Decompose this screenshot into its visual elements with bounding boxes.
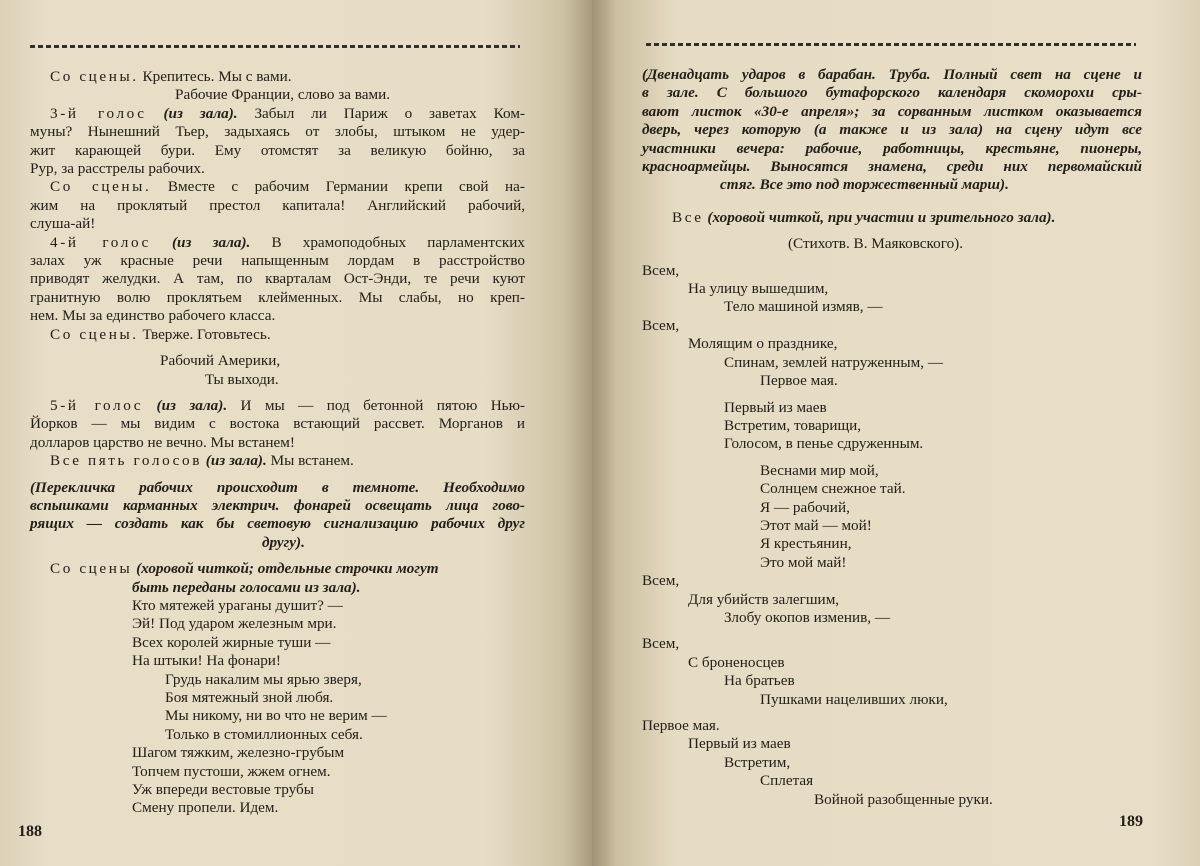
text-line [642, 791, 1142, 809]
line-text: Боя мятежный зной любя. [165, 689, 334, 706]
left-text-column [30, 68, 525, 818]
text-line [30, 68, 525, 86]
speaker-name: 5-й голос [50, 396, 144, 414]
text-line [30, 671, 525, 689]
line-text: Йорков — мы видим с востока встающий рассвет. Морганов и [30, 415, 525, 433]
line-text: Это мой май! [760, 553, 847, 571]
text-line [30, 652, 525, 670]
text-line [642, 717, 1142, 735]
line-text: Злобу окопов изменив, — [724, 608, 891, 626]
text-line [30, 105, 525, 123]
page-number-right: 189 [1119, 813, 1143, 830]
text-line [30, 560, 525, 578]
text-line [30, 215, 525, 233]
line-spacer [30, 552, 525, 560]
line-spacer [642, 454, 1142, 462]
text-line [30, 763, 525, 781]
line-text: Всем, [642, 316, 680, 334]
line-text: залах уж красные речи напыщенным лордам в расстройство [30, 252, 525, 270]
stage-direction: (хоровой читкой, при участии и зрительного зала). [703, 208, 1056, 226]
text-line [642, 66, 1142, 84]
stage-direction: (Двенадцать ударов в барабан. Труба. Полный свет на сцене и [642, 66, 1142, 83]
text-line [642, 280, 1142, 298]
line-text: Эй! Под ударом железным мри. [132, 615, 337, 633]
text-line [30, 726, 525, 744]
line-text: На братьев [724, 672, 795, 690]
text-line [30, 597, 525, 615]
text-line [642, 354, 1142, 372]
line-text: слуша-ай! [30, 215, 96, 233]
text-line [30, 326, 525, 344]
line-text: На штыки! На фонари! [132, 652, 281, 670]
text-line [642, 517, 1142, 535]
line-text: И мы — под бетонной пятою Нью- [227, 396, 525, 414]
page-number-left: 188 [18, 823, 42, 840]
line-text: Я — рабочий, [760, 498, 850, 516]
line-spacer [642, 227, 1142, 235]
line-text: жит карающей бури. Ему отомстят за великую бойню, за [30, 141, 525, 159]
line-text: Этот май — мой! [760, 516, 872, 534]
line-text: На улицу вышедшим, [688, 280, 829, 298]
text-line [642, 754, 1142, 772]
line-text: Встретим, [724, 753, 791, 771]
text-line [30, 371, 525, 389]
text-line [642, 298, 1142, 316]
line-text: Тверже. Готовьтесь. [138, 325, 271, 343]
text-line [30, 689, 525, 707]
right-text-column [642, 66, 1142, 809]
text-line [30, 579, 525, 597]
stage-direction: в зале. С большого бутафорского календаря скоморохи сры- [642, 84, 1142, 102]
text-line [30, 799, 525, 817]
text-line [642, 372, 1142, 390]
text-line [642, 335, 1142, 353]
line-text: Рур, за расстрелы рабочих. [30, 160, 205, 178]
left-page [0, 0, 592, 866]
text-line [30, 707, 525, 725]
right-page [592, 0, 1200, 866]
text-line [30, 352, 525, 370]
text-line [30, 160, 525, 178]
line-text: Тело машиной измяв, — [724, 298, 883, 316]
speaker-name: 4-й голос [50, 233, 151, 251]
stage-direction: (из зала). [150, 233, 251, 251]
text-line [30, 615, 525, 633]
text-line [30, 397, 525, 415]
line-text: Всем, [642, 572, 680, 590]
line-text: Встретим, товарищи, [724, 416, 862, 434]
line-text: Всем, [642, 635, 680, 653]
text-line [30, 744, 525, 762]
text-line [642, 572, 1142, 590]
speaker-name: Все [672, 208, 704, 226]
stage-direction: (из зала). [143, 396, 228, 414]
top-ornament-rule [646, 43, 1136, 46]
text-line [30, 123, 525, 141]
text-line [30, 452, 525, 470]
text-line [642, 262, 1142, 280]
text-line [30, 415, 525, 433]
line-text: Грудь накалим мы ярью зверя, [165, 670, 362, 688]
text-line [642, 635, 1142, 653]
stage-direction: (из зала). [146, 104, 238, 122]
line-text: Первый из маев [688, 735, 791, 753]
line-text: Рабочие Франции, слово за вами. [175, 86, 391, 104]
line-text: Я крестьянин, [760, 535, 852, 553]
line-text: Крепитесь. Мы с вами. [138, 68, 292, 85]
line-text: Забыл ли Париж о заветах Ком- [237, 104, 525, 122]
text-line [642, 772, 1142, 790]
text-line [30, 197, 525, 215]
stage-direction: дверь, через которую (а также и из зала) на сцену идут все [642, 121, 1142, 139]
text-line [30, 178, 525, 196]
text-line [642, 417, 1142, 435]
text-line [642, 140, 1142, 158]
line-text: Молящим о празднике, [688, 335, 838, 353]
line-text: Топчем пустоши, жжем огнем. [132, 762, 331, 780]
line-text: приводят желудки. А там, по кварталам Ост-Энди, те речи куют [30, 270, 525, 288]
text-line [642, 158, 1142, 176]
line-text: гранитную волю проклятьем клейменных. Мы слабы, но креп- [30, 288, 525, 306]
text-line [642, 435, 1142, 453]
line-text: Уж впереди вестовые трубы [132, 781, 314, 799]
line-text: Рабочий Америки, [160, 352, 281, 370]
speaker-name: Со сцены. [50, 325, 139, 343]
text-line [642, 176, 1142, 194]
stage-direction: (из зала). [201, 452, 267, 470]
line-text: Мы встанем. [266, 452, 354, 470]
text-line [30, 289, 525, 307]
line-text: Войной разобщенные руки. [814, 790, 993, 808]
line-text: С броненосцев [688, 653, 785, 671]
line-text: муны? Нынешний Тьер, задыхаясь от злобы, штыком не удер- [30, 123, 525, 141]
line-text: Голосом, в пенье сдруженным. [724, 435, 924, 453]
text-line [642, 209, 1142, 227]
text-line [30, 634, 525, 652]
line-text: В храмоподобных парламентских [250, 233, 525, 251]
line-text: Смену пропели. Идем. [132, 799, 279, 817]
line-text: Всем, [642, 261, 680, 279]
speaker-name: 3-й голос [50, 104, 147, 122]
text-line [30, 781, 525, 799]
stage-direction: стяг. Все это под торжественный марш). [720, 176, 1009, 194]
line-text: Пушками нацеливших люки, [760, 690, 948, 708]
line-text: долларов царство не вечно. Мы встанем! [30, 433, 295, 451]
text-line [30, 270, 525, 288]
text-line [30, 434, 525, 452]
line-text: Кто мятежей ураганы душит? — [132, 596, 343, 614]
text-line [642, 554, 1142, 572]
text-line [30, 142, 525, 160]
speaker-name: Все пять голосов [50, 452, 202, 470]
speaker-name: Со сцены. [50, 68, 139, 85]
text-line [642, 499, 1142, 517]
line-spacer [30, 389, 525, 397]
top-ornament-rule [30, 45, 520, 48]
stage-direction: (хоровой читкой; отдельные строчки могут [132, 560, 439, 578]
line-text: Всех королей жирные туши — [132, 633, 331, 651]
text-line [30, 86, 525, 104]
text-line [30, 497, 525, 515]
stage-direction: другу). [262, 533, 305, 551]
text-line [642, 462, 1142, 480]
speaker-name: Со сцены [50, 560, 133, 578]
text-line [30, 479, 525, 497]
line-text: Шагом тяжким, железно-грубым [132, 744, 345, 762]
text-line [642, 399, 1142, 417]
text-line [30, 534, 525, 552]
stage-direction: вают листок «30-е апреля»; за сорванным листком оказывается [642, 102, 1142, 120]
text-line [642, 103, 1142, 121]
line-text: Для убийств залегшим, [688, 590, 840, 608]
text-line [642, 609, 1142, 627]
stage-direction: (Перекличка рабочих происходит в темноте. Необходимо [30, 478, 525, 496]
text-line [642, 654, 1142, 672]
text-line [642, 691, 1142, 709]
line-spacer [642, 627, 1142, 635]
line-spacer [30, 344, 525, 352]
text-line [642, 84, 1142, 102]
stage-direction: рящих — создать как бы световую сигнализацию рабочих друг [30, 515, 525, 533]
line-text: Первый из маев [724, 398, 827, 416]
stage-direction: красноармейцы. Выносятся знамена, среди них первомайский [642, 158, 1142, 176]
text-line [642, 735, 1142, 753]
line-spacer [642, 195, 1142, 209]
text-line [642, 317, 1142, 335]
line-text: (Стихотв. В. Маяковского). [788, 235, 964, 253]
stage-direction: участники вечера: рабочие, работницы, крестьяне, пионеры, [642, 139, 1142, 157]
line-text: Спинам, землей натруженным, — [724, 353, 944, 371]
text-line [30, 252, 525, 270]
line-text: Вместе с рабочим Германии крепи свой на- [151, 178, 525, 196]
line-text: Мы никому, ни во что не верим — [165, 707, 387, 725]
line-text: нем. Мы за единство рабочего класса. [30, 307, 276, 325]
line-text: Только в стомиллионных себя. [165, 725, 363, 743]
text-line [30, 234, 525, 252]
line-text: Первое мая. [760, 372, 838, 390]
text-line [30, 307, 525, 325]
stage-direction: вспышками карманных электрич. фонарей освещать лица гово- [30, 496, 525, 514]
line-text: Веснами мир мой, [760, 461, 879, 479]
stage-direction: быть переданы голосами из зала). [132, 578, 361, 596]
line-text: Сплетая [760, 772, 814, 790]
speaker-name: Со сцены. [50, 178, 152, 196]
text-line [30, 515, 525, 533]
text-line [642, 672, 1142, 690]
line-spacer [642, 709, 1142, 717]
line-text: Ты выходи. [205, 370, 279, 388]
text-line [642, 591, 1142, 609]
line-spacer [642, 391, 1142, 399]
text-line [642, 535, 1142, 553]
text-line [642, 235, 1142, 253]
line-spacer [642, 254, 1142, 262]
line-spacer [30, 471, 525, 479]
text-line [642, 480, 1142, 498]
line-text: Первое мая. [642, 717, 720, 734]
text-line [642, 121, 1142, 139]
line-text: Солнцем снежное тай. [760, 480, 906, 498]
line-text: жим на проклятый престол капитала! Английский рабочий, [30, 196, 525, 214]
